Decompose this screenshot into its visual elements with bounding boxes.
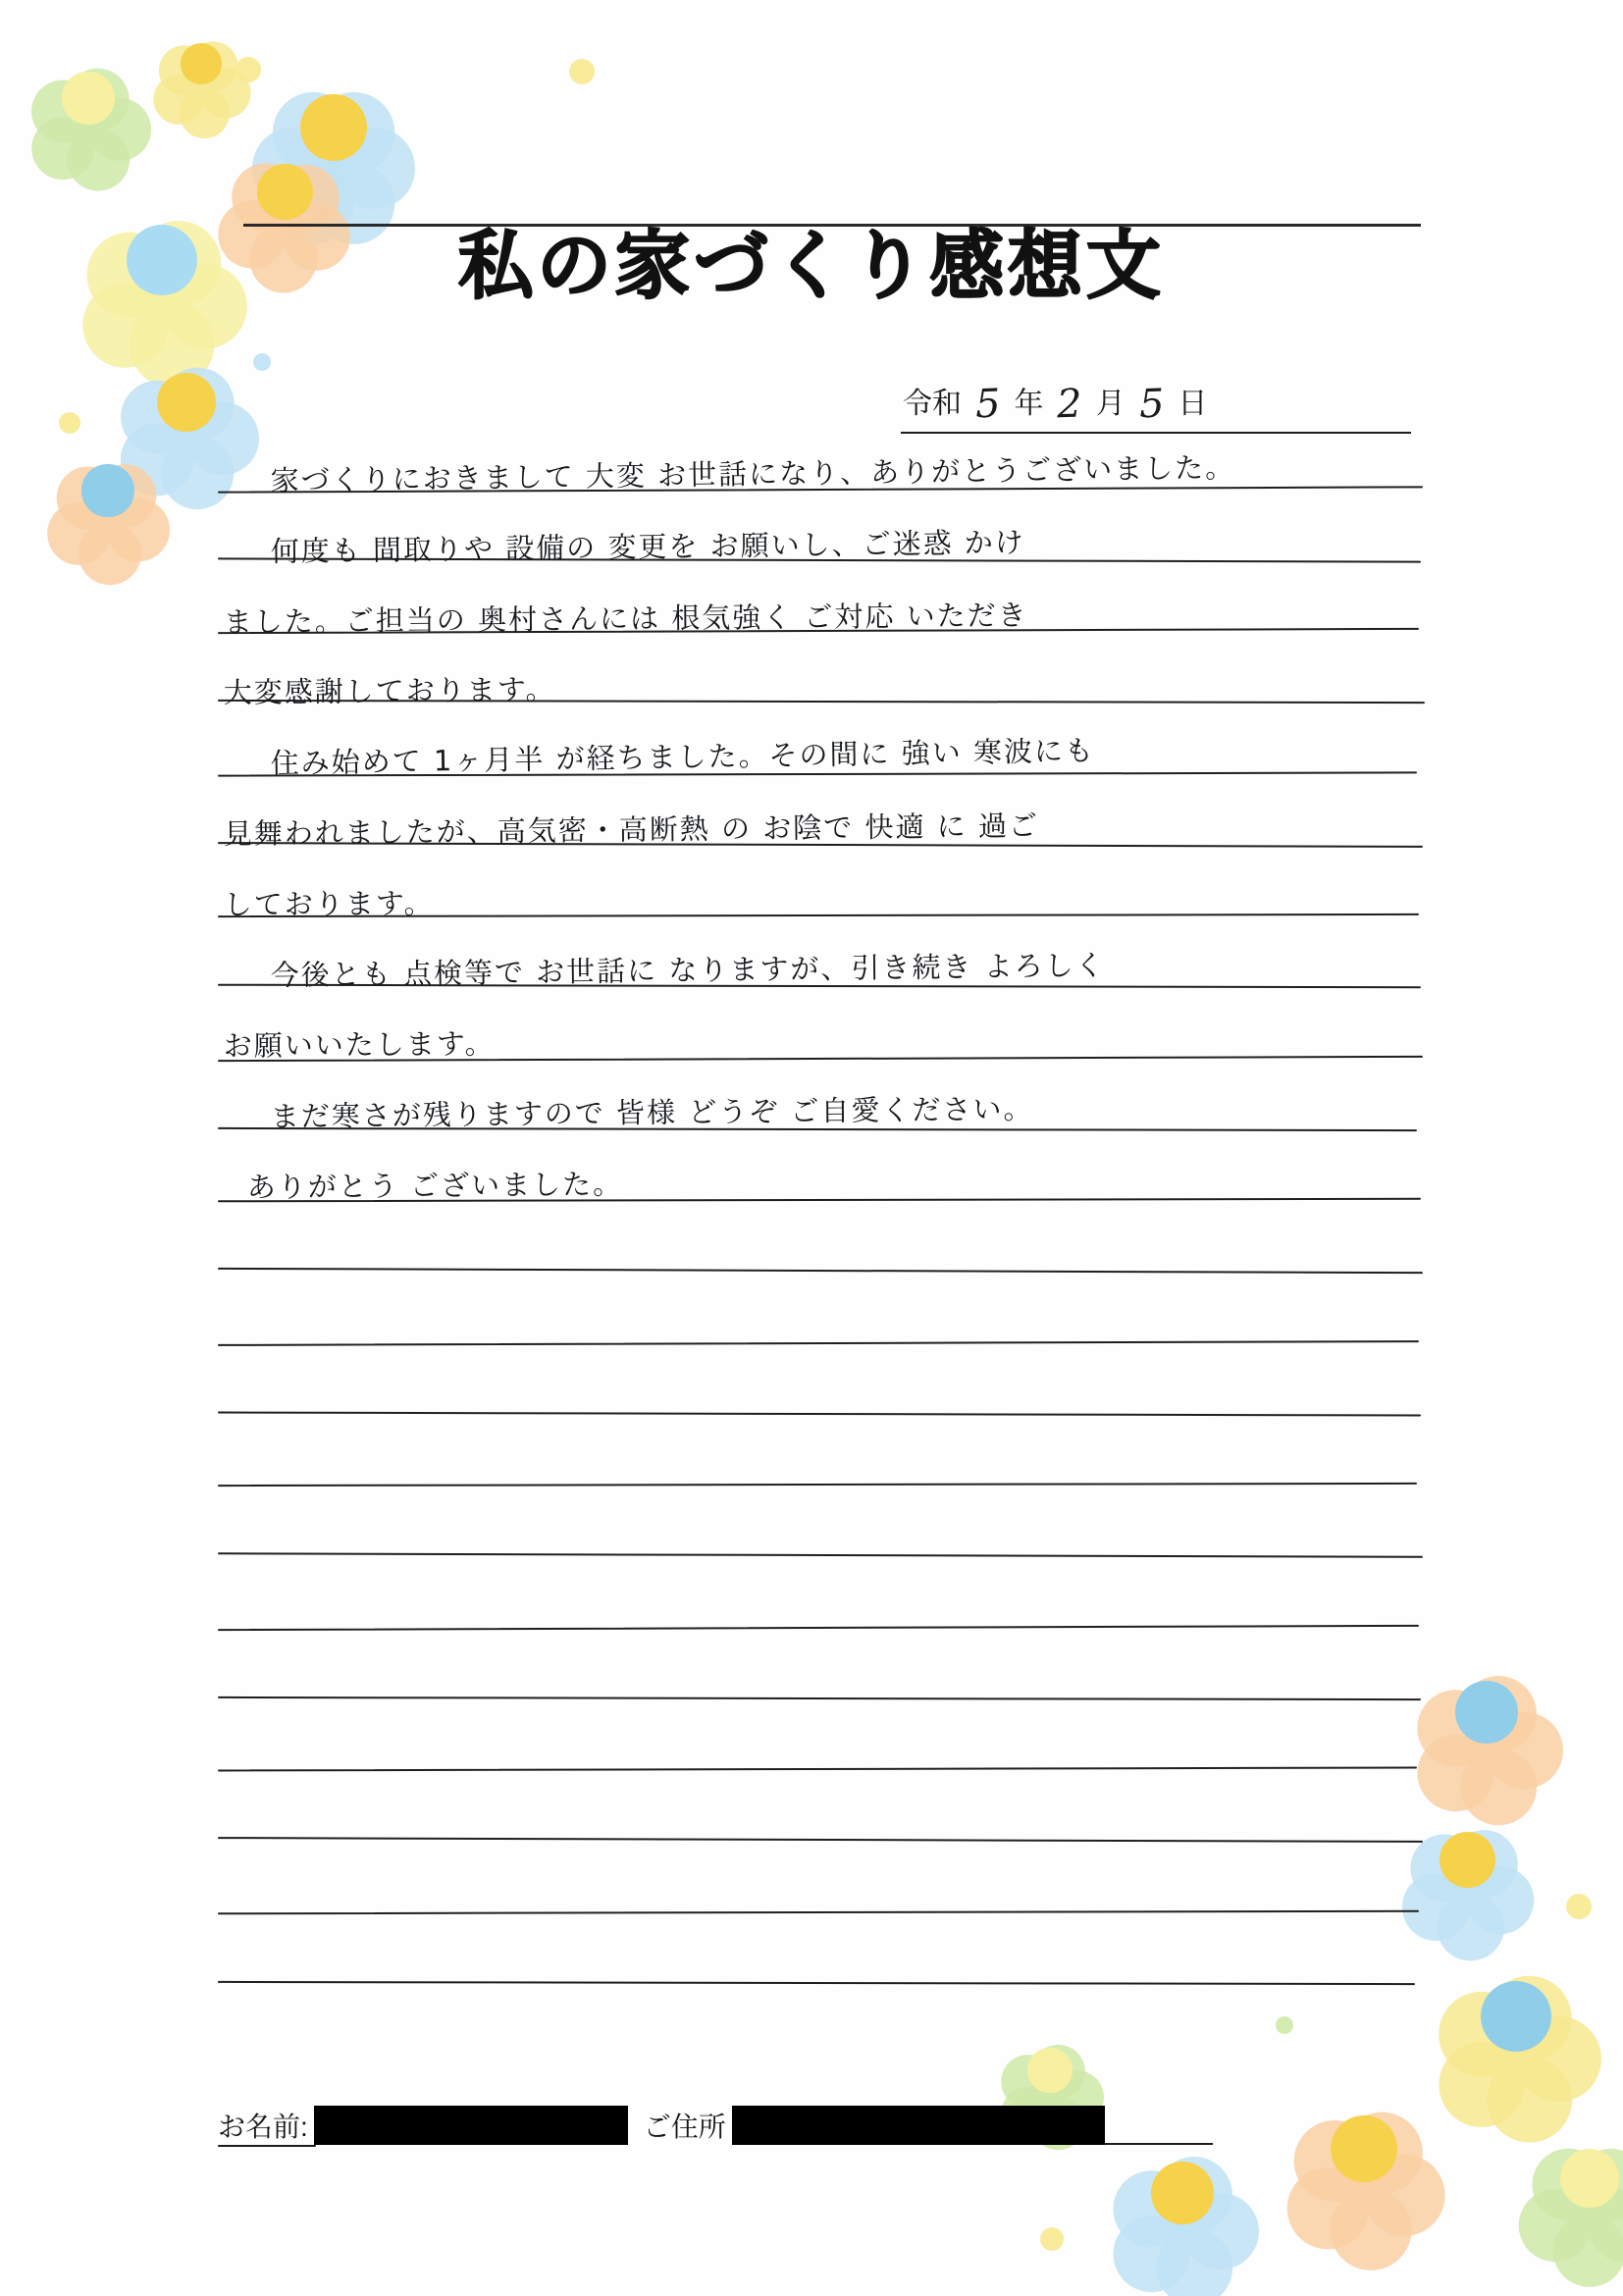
date-day-value: 5 xyxy=(1138,381,1166,428)
date-line xyxy=(903,379,1452,428)
flower-decoration xyxy=(1403,1629,1570,1796)
address-underline xyxy=(1105,2100,1213,2145)
ruled-lines xyxy=(218,489,1425,2019)
handwritten-line: 見舞われましたが、高気密・高断熱 の お陰で 快適 に 過ご xyxy=(223,809,1040,852)
handwritten-line: 大変感謝しております。 xyxy=(223,672,556,710)
flower-decoration xyxy=(39,422,177,559)
date-month-unit: 月 xyxy=(1095,388,1126,420)
address-field-redacted[interactable] xyxy=(732,2106,1105,2145)
flower-dot-decoration xyxy=(1566,1894,1592,1919)
flower-dot-decoration xyxy=(253,353,271,371)
flower-dot-decoration xyxy=(236,57,261,82)
flower-decoration xyxy=(1511,2100,1623,2257)
signature-row xyxy=(218,2100,1425,2145)
date-year-unit: 年 xyxy=(1014,388,1044,420)
handwritten-line: 家づくりにおきまして 大変 お世話になり、ありがとうございました。 xyxy=(270,450,1236,498)
name-underline xyxy=(218,2145,316,2147)
flower-decoration xyxy=(245,39,422,216)
handwritten-line: 今後とも 点検等で お世話に なりますが、引き続き よろしく xyxy=(270,948,1106,993)
date-underline xyxy=(901,432,1411,434)
flower-decoration xyxy=(20,29,157,167)
handwritten-line: まだ寒さが残りますので 皆様 どうぞ ご自愛ください。 xyxy=(270,1091,1034,1134)
flower-dot-decoration xyxy=(59,412,80,434)
flower-dot-decoration xyxy=(569,59,595,84)
date-day-unit: 日 xyxy=(1178,388,1208,420)
page-title: 私の家づくり感想文 xyxy=(458,222,1165,309)
handwritten-line: 何度も 間取りや 設備の 変更を お願いし、ご迷惑 かけ xyxy=(270,525,1026,569)
name-label: お名前: xyxy=(218,2112,308,2142)
date-year-value: 5 xyxy=(974,381,1002,428)
handwritten-line: 住み始めて 1ヶ月半 が経ちました。その間に 強い 寒波にも xyxy=(270,733,1096,781)
handwritten-line: お願いいたします。 xyxy=(223,1026,496,1064)
flower-decoration xyxy=(1276,2061,1452,2237)
handwritten-line: ました。ご担当の 奥村さんには 根気強く ご対応 いただき xyxy=(223,598,1028,640)
flower-decoration xyxy=(1423,1923,1609,2110)
flower-decoration xyxy=(108,324,265,481)
address-label: ご住所 xyxy=(643,2112,726,2142)
handwritten-line: しております。 xyxy=(223,886,435,922)
date-era-label: 令和 xyxy=(903,388,962,420)
handwritten-line: ありがとう ございました。 xyxy=(246,1167,624,1205)
date-month-value: 2 xyxy=(1056,381,1083,428)
name-field-redacted[interactable] xyxy=(314,2106,628,2145)
flower-dot-decoration xyxy=(1040,2227,1064,2251)
